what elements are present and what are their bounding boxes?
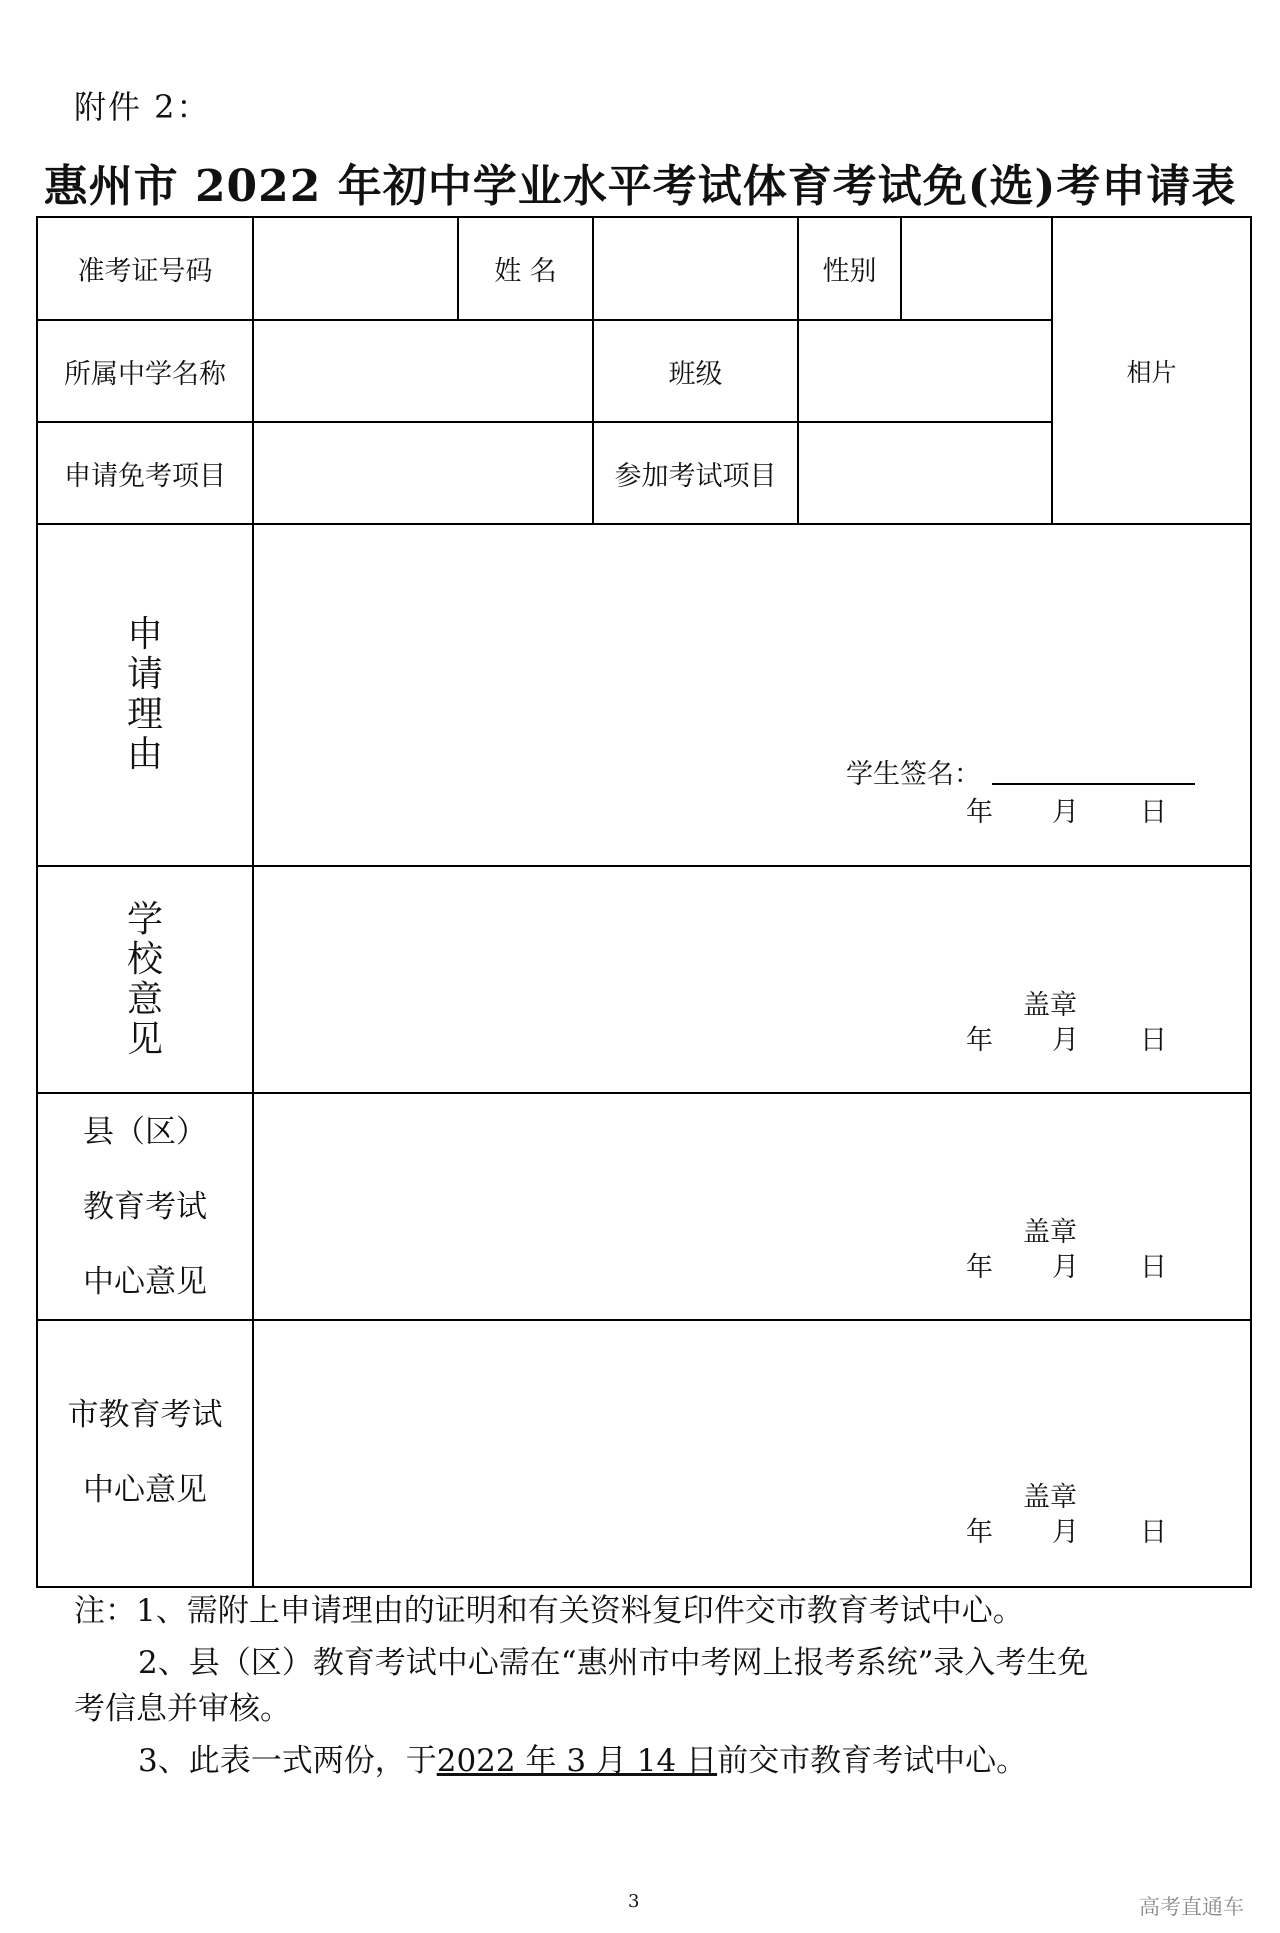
class-label: 班级 (668, 358, 723, 390)
note-3-prefix: 3、此表一式两份，于 (138, 1743, 437, 1779)
photo-box: 相片 (1126, 357, 1177, 387)
ticket-number-label: 准考证号码 (77, 256, 213, 287)
county-opinion-field[interactable] (254, 1094, 1250, 1319)
page-number: 3 (628, 1891, 640, 1912)
city-opinion-field[interactable] (254, 1321, 1250, 1586)
exam-item-field[interactable] (799, 423, 1051, 523)
school-opinion-field[interactable] (254, 867, 1250, 1092)
county-opinion-line3: 中心意见 (83, 1264, 207, 1300)
school-opinion-label: 学校意见 (126, 899, 163, 1060)
name-field[interactable] (594, 218, 797, 319)
county-date-month: 月 (1052, 1252, 1079, 1283)
gender-field[interactable] (902, 218, 1051, 319)
county-opinion-label (38, 1095, 252, 1320)
county-opinion-line1: 县（区） (83, 1114, 207, 1150)
table-border-right (1250, 216, 1252, 1588)
county-opinion-line2: 教育考试 (83, 1189, 207, 1225)
ticket-number-field[interactable] (254, 218, 457, 319)
note-3 (138, 1741, 1027, 1781)
student-signature-label: 学生签名： (846, 759, 981, 790)
city-opinion-line1: 市教育考试 (67, 1397, 223, 1433)
table-border-bottom (36, 1586, 1252, 1588)
county-date-year: 年 (966, 1252, 993, 1283)
class-field[interactable] (799, 321, 1051, 421)
city-stamp-label: 盖章 (1023, 1482, 1077, 1513)
school-date-year: 年 (966, 1025, 993, 1056)
school-name-label: 所属中学名称 (64, 358, 226, 390)
exam-item-label: 参加考试项目 (614, 460, 777, 492)
note-2-line1: 2、县（区）教育考试中心需在“惠州市中考网上报考系统”录入考生免 (138, 1645, 1089, 1681)
county-date-day: 日 (1140, 1252, 1167, 1283)
reason-date-month: 月 (1052, 797, 1079, 828)
note-2-line2: 考信息并审核。 (74, 1691, 291, 1727)
watermark: 高考直通车 (1139, 1895, 1244, 1919)
form-title: 惠州市 2022 年初中学业水平考试体育考试免(选)考申请表 (43, 161, 1237, 212)
note-1: 注：1、需附上申请理由的证明和有关资料复印件交市教育考试中心。 (74, 1593, 1024, 1629)
reason-date-year: 年 (966, 797, 993, 828)
school-name-field[interactable] (254, 321, 592, 421)
exempt-item-label: 申请免考项目 (64, 460, 226, 492)
county-stamp-label: 盖章 (1023, 1217, 1077, 1248)
city-opinion-label (38, 1378, 252, 1528)
reason-label: 申请理由 (126, 614, 163, 775)
reason-field[interactable] (254, 525, 1250, 865)
gender-label: 性别 (822, 256, 877, 287)
school-stamp-label: 盖章 (1023, 990, 1077, 1021)
school-date-month: 月 (1052, 1025, 1079, 1056)
attachment-label: 附件 2： (74, 88, 211, 126)
city-date-month: 月 (1052, 1517, 1079, 1548)
city-date-day: 日 (1140, 1517, 1167, 1548)
school-date-day: 日 (1140, 1025, 1167, 1056)
city-date-year: 年 (966, 1517, 993, 1548)
reason-date-day: 日 (1140, 797, 1167, 828)
city-opinion-line2: 中心意见 (83, 1472, 207, 1508)
name-label: 姓 名 (494, 256, 557, 287)
exempt-item-field[interactable] (254, 423, 592, 523)
student-signature-line[interactable] (992, 783, 1195, 785)
note-3-date: 2022 年 3 月 14 日 (436, 1743, 718, 1779)
note-3-suffix: 前交市教育考试中心。 (717, 1743, 1028, 1779)
